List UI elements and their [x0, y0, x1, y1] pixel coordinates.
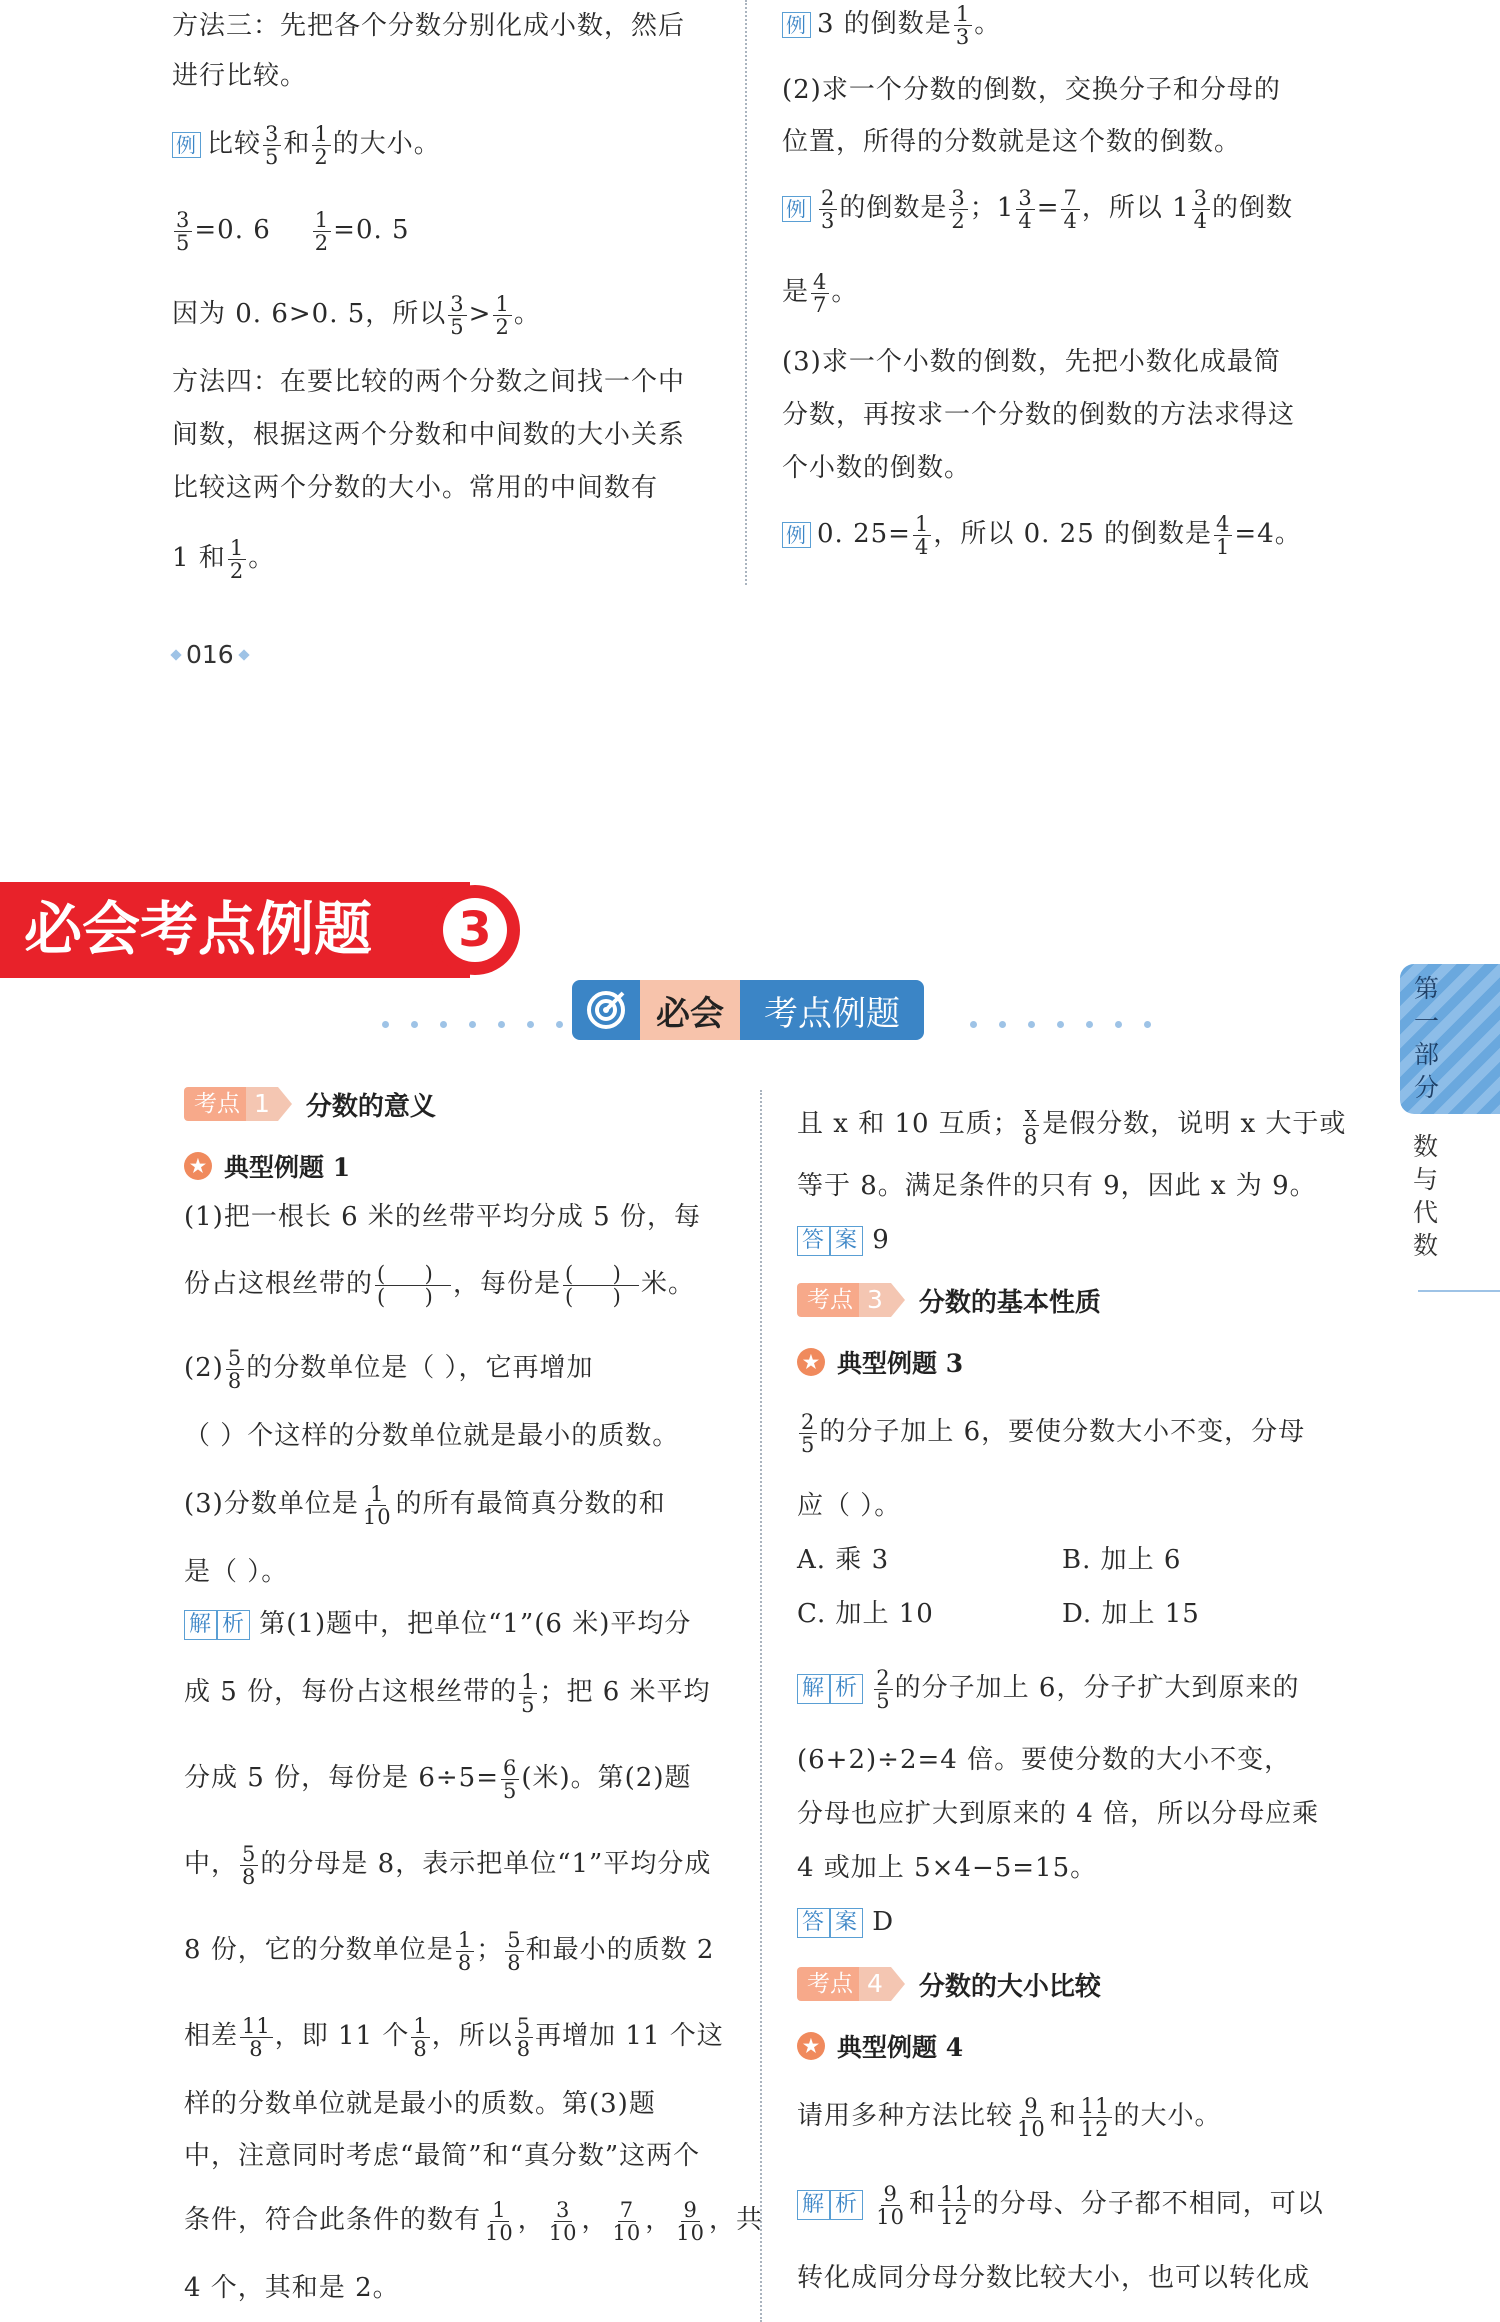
diamond-icon — [170, 649, 181, 660]
example-label: 例 — [172, 132, 201, 158]
analysis3-line3: 分母也应扩大到原来的 4 倍，所以分母应乘 — [797, 1799, 1320, 1829]
rule3-line3: 个小数的倒数。 — [782, 453, 972, 483]
dots-left — [382, 1021, 563, 1028]
method3-line1: 方法三：先把各个分数分别化成小数，然后 — [172, 11, 686, 41]
banner-number: 3 — [458, 902, 492, 958]
option-a: A. 乘 3 — [797, 1545, 890, 1575]
method4-line1: 方法四：在要比较的两个分数之间找一个中 — [172, 367, 686, 397]
option-d: D. 加上 15 — [1062, 1599, 1200, 1629]
kaodian-1-heading: 考点 1 分数的意义 — [184, 1086, 436, 1122]
badge-part1: 必会 — [640, 980, 740, 1040]
example-reciprocal-decimal: 例 0. 25= $\frac{1}{4}$ ，所以 0. 25 的倒数是 $\frac{4}{1}$ =4。 — [782, 512, 1302, 558]
column-divider-top — [745, 0, 747, 585]
example-1-heading: ★ 典型例题 1 — [184, 1148, 350, 1184]
because-line: 因为 0. 6>0. 5，所以 $\frac{3}{5}$ > $\frac{1}{2}$ 。 — [172, 291, 541, 339]
answer-3: 答 案 D — [797, 1900, 894, 1944]
analysis-line3: 分成 5 份，每份是 6÷5= $\frac{6}{5}$ (米)。第(2)题 — [184, 1755, 692, 1803]
example-3-heading: ★ 典型例题 3 — [797, 1344, 963, 1380]
method3-line2: 进行比较。 — [172, 61, 308, 91]
decimal-conversion: $\frac{3}{5}$ =0. 6 $\frac{1}{2}$ =0. 5 — [176, 207, 410, 255]
q3r-line2: 应（ ）。 — [797, 1491, 902, 1521]
analysis-line5: 8 份，它的分数单位是 $\frac{1}{8}$ ； $\frac{5}{8}$ 和最小的质数 2 — [184, 1927, 715, 1975]
side-tab-part: 第一部分 — [1400, 964, 1500, 1114]
analysis4-line2: 转化成同分母分数比较大小，也可以转化成 — [797, 2263, 1311, 2293]
method4-line4: 1 和 $\frac{1}{2}$ 。 — [172, 535, 276, 583]
banner-title: 必会考点例题 — [24, 895, 373, 963]
option-b: B. 加上 6 — [1062, 1545, 1182, 1575]
option-c: C. 加上 10 — [797, 1599, 934, 1629]
q2-line1: (2) $\frac{5}{8}$ 的分数单位是（ ），它再增加 — [184, 1345, 594, 1393]
method4-line3: 比较这两个分数的大小。常用的中间数有 — [172, 473, 659, 503]
q1-line2: 份占这根丝带的 $\frac{( )}{( )}$ ，每份是 $\frac{( )}{( )}$ 米。 — [184, 1261, 696, 1309]
analysis-tag: 解 析 — [184, 1610, 250, 1640]
method4-line2: 间数，根据这两个分数和中间数的大小关系 — [172, 420, 686, 450]
side-tab-topic: 数与代数 — [1413, 1132, 1439, 1260]
analysis3-line4: 4 或加上 5×4−5=15。 — [797, 1853, 1098, 1883]
answer-tag: 答 案 — [797, 1908, 863, 1938]
right-analysis-line1: 且 x 和 10 互质； $\frac{x}{8}$ 是假分数，说明 x 大于或 — [797, 1101, 1347, 1149]
analysis-line1: 解 析 第(1)题中，把单位“1”(6 米)平均分 — [184, 1602, 691, 1646]
q3-line2: 是（ ）。 — [184, 1557, 289, 1587]
star-icon: ★ — [797, 2032, 825, 2060]
badge-part2: 考点例题 — [740, 980, 924, 1040]
analysis-line10: 4 个，其和是 2。 — [184, 2273, 400, 2303]
analysis4-line1: 解 析 $\frac{9}{10}$ 和 $\frac{11}{12}$ 的分母、分子都不相同，可以 — [797, 2182, 1324, 2228]
diamond-icon — [238, 649, 249, 660]
kaodian-3-heading: 考点 3 分数的基本性质 — [797, 1282, 1101, 1318]
analysis-tag: 解 析 — [797, 1674, 863, 1704]
column-divider-bottom — [760, 1090, 762, 2322]
rule2-line1: (2)求一个分数的倒数，交换分子和分母的 — [782, 75, 1281, 105]
header-badge — [572, 980, 924, 1040]
example-4-heading: ★ 典型例题 4 — [797, 2028, 963, 2064]
example-reciprocal-fraction-end: 是 $\frac{4}{7}$ 。 — [782, 269, 859, 317]
dots-right — [970, 1021, 1151, 1028]
analysis3-line2: (6+2)÷2=4 倍。要使分数的大小不变， — [797, 1745, 1292, 1775]
q1-line1: (1)把一根长 6 米的丝带平均分成 5 份，每 — [184, 1202, 701, 1232]
q3r-line1: $\frac{2}{5}$ 的分子加上 6，要使分数大小不变，分母 — [801, 1409, 1306, 1457]
analysis-line4: 中， $\frac{5}{8}$ 的分母是 8，表示把单位“1”平均分成 — [184, 1841, 712, 1889]
analysis3-line1: 解 析 $\frac{2}{5}$ 的分子加上 6，分子扩大到原来的 — [797, 1666, 1299, 1712]
analysis-tag: 解 析 — [797, 2190, 863, 2220]
q3-line1: (3)分数单位是 $\frac{1}{10}$ 的所有最简真分数的和 — [184, 1481, 666, 1529]
analysis-line2: 成 5 份，每份占这根丝带的 $\frac{1}{5}$ ；把 6 米平均 — [184, 1669, 711, 1717]
analysis-line9: 条件，符合此条件的数有 $\frac{1}{10}$ ， $\frac{3}{10}$ ， $\frac{7}{10}$ ， $\frac{9}{10}$ ，共 — [184, 2197, 764, 2245]
example-reciprocal-fraction: 例 $\frac{2}{3}$ 的倒数是 $\frac{3}{2}$ ；1 $\frac{3}{4}$ = $\frac{7}{4}$ ，所以 1 $\frac{3}{4}$ 的倒数 — [782, 186, 1293, 232]
answer-tag: 答 案 — [797, 1226, 863, 1256]
section-banner — [0, 882, 522, 978]
star-icon: ★ — [184, 1152, 212, 1180]
analysis-line8: 中，注意同时考虑“最简”和“真分数”这两个 — [184, 2141, 701, 2171]
kaodian-4-heading: 考点 4 分数的大小比较 — [797, 1966, 1101, 2002]
example-compare: 例 比较 $\frac{3}{5}$ 和 $\frac{1}{2}$ 的大小。 — [172, 122, 441, 168]
rule3-line1: (3)求一个小数的倒数，先把小数化成最简 — [782, 347, 1281, 377]
answer-1: 答 案 9 — [797, 1218, 890, 1262]
rule3-line2: 分数，再按求一个分数的倒数的方法求得这 — [782, 400, 1296, 430]
analysis-line6: 相差 $\frac{11}{8}$ ，即 11 个 $\frac{1}{8}$ ，所以 $\frac{5}{8}$ 再增加 11 个这 — [184, 2013, 724, 2061]
page-number: 016 — [172, 640, 248, 669]
q2-line2: （ ）个这样的分数单位就是最小的质数。 — [184, 1421, 680, 1451]
star-icon: ★ — [797, 1348, 825, 1376]
q4-line: 请用多种方法比较 $\frac{9}{10}$ 和 $\frac{11}{12}$ 的大小。 — [797, 2093, 1222, 2141]
analysis-line7: 样的分数单位就是最小的质数。第(3)题 — [184, 2089, 656, 2119]
target-icon — [572, 980, 640, 1040]
right-analysis-line2: 等于 8。满足条件的只有 9，因此 x 为 9。 — [797, 1171, 1317, 1201]
example-reciprocal-3: 例 3 的倒数是 $\frac{1}{3}$ 。 — [782, 2, 1001, 48]
side-divider — [1418, 1290, 1500, 1292]
rule2-line2: 位置，所得的分数就是这个数的倒数。 — [782, 127, 1242, 157]
